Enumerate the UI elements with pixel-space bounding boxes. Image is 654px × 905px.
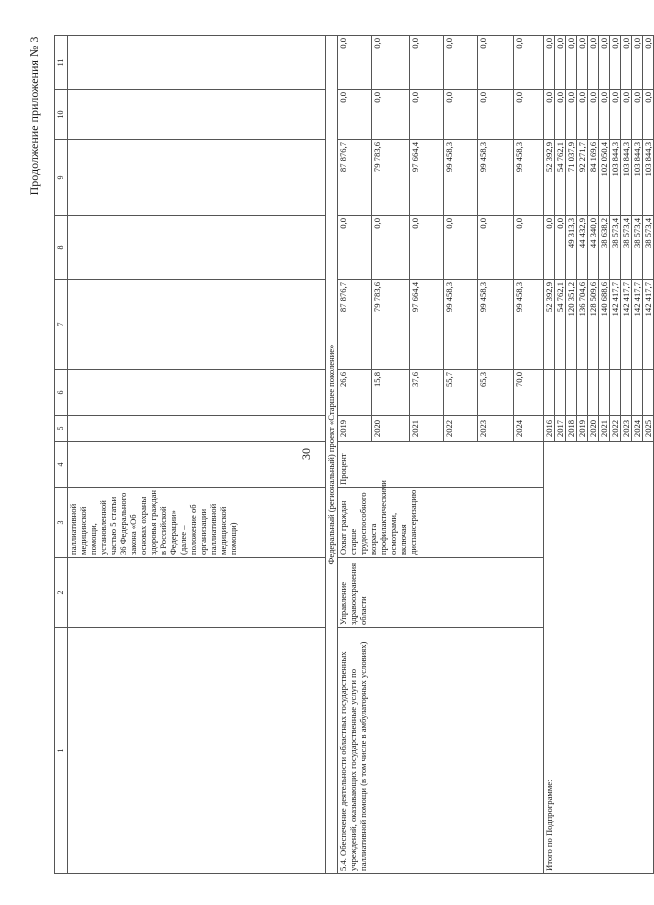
local-funding-cell: 0,0 bbox=[372, 90, 410, 140]
local-funding-cell: 0,0 bbox=[643, 90, 654, 140]
other-funding-cell: 0,0 bbox=[632, 36, 643, 90]
indicator-value-cell bbox=[588, 370, 599, 416]
activity-name-cell: 5.4. Обеспечение деятельности областных государственных учреждений, оказывающих государственные услуги по паллиативной помощи (в том числе в амбулаторных условиях) bbox=[338, 628, 544, 874]
federal-project-label: Федеральный (региональный) проект «Старшее поколение» bbox=[326, 36, 338, 874]
column-number-cell: 7 bbox=[55, 280, 68, 370]
regional-funding-cell: 87 876,7 bbox=[338, 140, 372, 216]
indicator-value-cell bbox=[544, 370, 555, 416]
column-number-row bbox=[55, 36, 68, 874]
local-funding-cell: 0,0 bbox=[478, 90, 514, 140]
indicator-value-cell bbox=[632, 370, 643, 416]
local-funding-cell: 0,0 bbox=[555, 90, 566, 140]
federal-funding-cell: 0,0 bbox=[544, 216, 555, 280]
local-funding-cell: 0,0 bbox=[599, 90, 610, 140]
regional-funding-cell: 102 050,4 bbox=[599, 140, 610, 216]
total-funding-cell: 99 458,3 bbox=[514, 280, 544, 370]
total-funding-cell: 142 417,7 bbox=[643, 280, 654, 370]
total-funding-cell: 97 664,4 bbox=[410, 280, 444, 370]
regional-funding-cell: 99 458,3 bbox=[478, 140, 514, 216]
other-funding-cell: 0,0 bbox=[372, 36, 410, 90]
local-funding-cell: 0,0 bbox=[410, 90, 444, 140]
federal-funding-cell: 0,0 bbox=[372, 216, 410, 280]
indicator-value-cell bbox=[599, 370, 610, 416]
federal-project-row bbox=[326, 36, 338, 874]
continuation-row bbox=[68, 36, 326, 874]
year-cell: 2020 bbox=[588, 416, 599, 442]
local-funding-cell: 0,0 bbox=[566, 90, 577, 140]
year-cell: 2022 bbox=[444, 416, 478, 442]
regional-funding-cell: 103 844,3 bbox=[621, 140, 632, 216]
federal-funding-cell: 38 638,2 bbox=[599, 216, 610, 280]
year-cell: 2017 bbox=[555, 416, 566, 442]
total-funding-cell: 142 417,7 bbox=[621, 280, 632, 370]
year-cell: 2021 bbox=[599, 416, 610, 442]
local-funding-cell: 0,0 bbox=[632, 90, 643, 140]
local-funding-cell: 0,0 bbox=[621, 90, 632, 140]
regional-funding-cell: 103 844,3 bbox=[610, 140, 621, 216]
rotated-table-container bbox=[54, 36, 653, 874]
total-funding-cell: 79 783,6 bbox=[372, 280, 410, 370]
column-number-cell: 3 bbox=[55, 488, 68, 558]
table-viewport bbox=[54, 36, 653, 874]
indicator-value-cell bbox=[555, 370, 566, 416]
local-funding-cell: 0,0 bbox=[338, 90, 372, 140]
year-cell: 2025 bbox=[643, 416, 654, 442]
year-cell: 2018 bbox=[566, 416, 577, 442]
unit-cell: Процент bbox=[338, 442, 544, 488]
column-number-cell: 4 bbox=[55, 442, 68, 488]
total-funding-cell: 99 458,3 bbox=[478, 280, 514, 370]
year-cell: 2021 bbox=[410, 416, 444, 442]
year-cell: 2022 bbox=[610, 416, 621, 442]
regional-funding-cell: 99 458,3 bbox=[514, 140, 544, 216]
indicator-value-cell bbox=[643, 370, 654, 416]
year-cell: 2016 bbox=[544, 416, 555, 442]
other-funding-cell: 0,0 bbox=[544, 36, 555, 90]
local-funding-cell: 0,0 bbox=[544, 90, 555, 140]
local-funding-cell: 0,0 bbox=[514, 90, 544, 140]
federal-funding-cell: 0,0 bbox=[555, 216, 566, 280]
total-funding-cell: 87 876,7 bbox=[338, 280, 372, 370]
federal-funding-cell: 38 573,4 bbox=[643, 216, 654, 280]
table-row bbox=[544, 36, 555, 874]
other-funding-cell: 0,0 bbox=[599, 36, 610, 90]
local-funding-cell: 0,0 bbox=[444, 90, 478, 140]
regional-funding-cell: 54 762,1 bbox=[555, 140, 566, 216]
federal-funding-cell: 38 573,4 bbox=[621, 216, 632, 280]
federal-funding-cell: 44 432,9 bbox=[577, 216, 588, 280]
year-cell: 2019 bbox=[577, 416, 588, 442]
other-funding-cell: 0,0 bbox=[643, 36, 654, 90]
total-funding-cell: 99 458,3 bbox=[444, 280, 478, 370]
regional-funding-cell: 71 037,9 bbox=[566, 140, 577, 216]
federal-funding-cell: 38 573,4 bbox=[610, 216, 621, 280]
indicator-value-cell: 15,8 bbox=[372, 370, 410, 416]
page-number: 30 bbox=[299, 448, 313, 460]
other-funding-cell: 0,0 bbox=[588, 36, 599, 90]
other-funding-cell: 0,0 bbox=[410, 36, 444, 90]
total-funding-cell: 142 417,7 bbox=[610, 280, 621, 370]
other-funding-cell: 0,0 bbox=[444, 36, 478, 90]
regional-funding-cell: 79 783,6 bbox=[372, 140, 410, 216]
indicator-value-cell bbox=[566, 370, 577, 416]
column-number-cell: 11 bbox=[55, 36, 68, 90]
year-cell: 2019 bbox=[338, 416, 372, 442]
year-cell: 2023 bbox=[478, 416, 514, 442]
regional-funding-cell: 99 458,3 bbox=[444, 140, 478, 216]
other-funding-cell: 0,0 bbox=[621, 36, 632, 90]
total-funding-cell: 142 417,7 bbox=[632, 280, 643, 370]
other-funding-cell: 0,0 bbox=[338, 36, 372, 90]
total-funding-cell: 52 392,9 bbox=[544, 280, 555, 370]
regional-funding-cell: 92 271,7 bbox=[577, 140, 588, 216]
appendix-title: Продолжение приложения № 3 bbox=[27, 36, 41, 196]
other-funding-cell: 0,0 bbox=[514, 36, 544, 90]
other-funding-cell: 0,0 bbox=[555, 36, 566, 90]
column-number-cell: 6 bbox=[55, 370, 68, 416]
regional-funding-cell: 97 664,4 bbox=[410, 140, 444, 216]
other-funding-cell: 0,0 bbox=[566, 36, 577, 90]
indicator-value-cell: 26,6 bbox=[338, 370, 372, 416]
year-cell: 2020 bbox=[372, 416, 410, 442]
table-row bbox=[338, 36, 372, 874]
federal-funding-cell: 0,0 bbox=[338, 216, 372, 280]
total-funding-cell: 128 509,6 bbox=[588, 280, 599, 370]
column-number-cell: 2 bbox=[55, 558, 68, 628]
federal-funding-cell: 0,0 bbox=[478, 216, 514, 280]
indicator-value-cell: 55,7 bbox=[444, 370, 478, 416]
column-number-cell: 8 bbox=[55, 216, 68, 280]
federal-funding-cell: 49 313,3 bbox=[566, 216, 577, 280]
year-cell: 2024 bbox=[632, 416, 643, 442]
indicator-cell: Охват граждан старше трудоспособного возраста профилактическими осмотрами, включая диспансеризацию bbox=[338, 488, 544, 558]
total-funding-cell: 120 351,2 bbox=[566, 280, 577, 370]
regional-funding-cell: 84 169,6 bbox=[588, 140, 599, 216]
indicator-value-cell bbox=[610, 370, 621, 416]
executor-cell: Управление здравоохранения области bbox=[338, 558, 544, 628]
indicator-value-cell: 37,6 bbox=[410, 370, 444, 416]
indicator-value-cell: 65,3 bbox=[478, 370, 514, 416]
total-funding-cell: 136 704,6 bbox=[577, 280, 588, 370]
year-cell: 2023 bbox=[621, 416, 632, 442]
regional-funding-cell: 103 844,3 bbox=[632, 140, 643, 216]
program-table bbox=[54, 35, 654, 874]
local-funding-cell: 0,0 bbox=[588, 90, 599, 140]
total-label-cell: Итого по Подпрограмме: bbox=[544, 442, 654, 874]
other-funding-cell: 0,0 bbox=[577, 36, 588, 90]
other-funding-cell: 0,0 bbox=[610, 36, 621, 90]
local-funding-cell: 0,0 bbox=[610, 90, 621, 140]
total-funding-cell: 140 688,6 bbox=[599, 280, 610, 370]
continuation-text: паллиативной медицинской помощи, установленной частью 5 статьи 36 Федерального закона «Об основах охраны здоровья граждан в Российской Федерации» (далее – положение об организации паллиативной медицинской помощи) bbox=[68, 488, 326, 558]
federal-funding-cell: 0,0 bbox=[410, 216, 444, 280]
total-funding-cell: 54 762,1 bbox=[555, 280, 566, 370]
indicator-value-cell bbox=[621, 370, 632, 416]
federal-funding-cell: 0,0 bbox=[514, 216, 544, 280]
column-number-cell: 5 bbox=[55, 416, 68, 442]
column-number-cell: 1 bbox=[55, 628, 68, 874]
indicator-value-cell: 70,0 bbox=[514, 370, 544, 416]
column-number-cell: 10 bbox=[55, 90, 68, 140]
regional-funding-cell: 103 844,3 bbox=[643, 140, 654, 216]
other-funding-cell: 0,0 bbox=[478, 36, 514, 90]
regional-funding-cell: 52 392,9 bbox=[544, 140, 555, 216]
federal-funding-cell: 38 573,4 bbox=[632, 216, 643, 280]
year-cell: 2024 bbox=[514, 416, 544, 442]
federal-funding-cell: 44 340,0 bbox=[588, 216, 599, 280]
local-funding-cell: 0,0 bbox=[577, 90, 588, 140]
federal-funding-cell: 0,0 bbox=[444, 216, 478, 280]
column-number-cell: 9 bbox=[55, 140, 68, 216]
indicator-value-cell bbox=[577, 370, 588, 416]
